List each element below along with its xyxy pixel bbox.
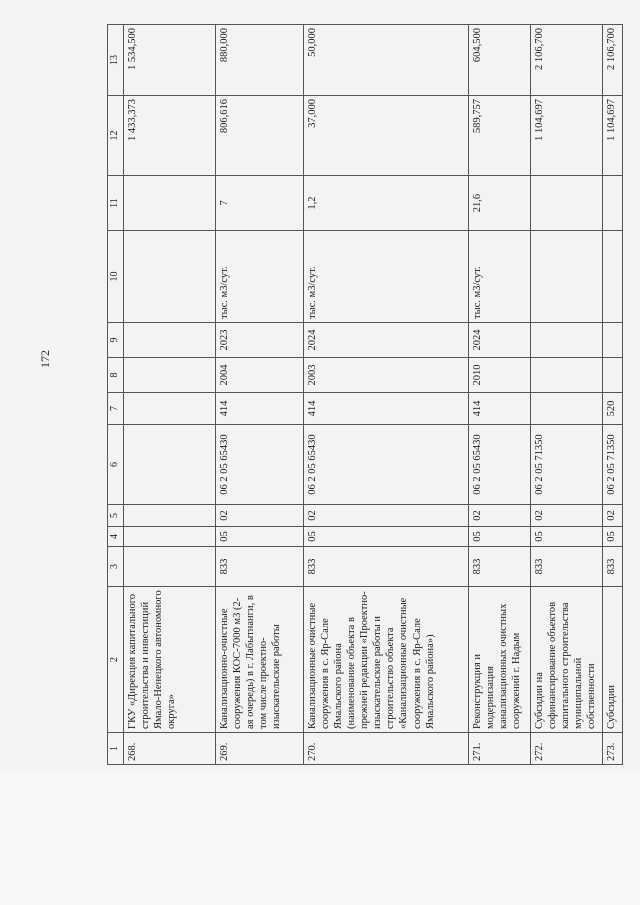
cell-col-10 — [530, 231, 602, 323]
col-header: 9 — [108, 323, 124, 358]
cell-col-11: 7 — [215, 176, 303, 231]
cell-col-12: 1 433,373 — [123, 96, 215, 176]
table-row — [215, 25, 303, 765]
col-header: 8 — [108, 358, 124, 393]
cell-col-5 — [123, 505, 215, 527]
cell-col-8: 2010 — [468, 358, 530, 393]
cell-col-12: 806,616 — [215, 96, 303, 176]
table-row — [530, 25, 602, 765]
cell-col-10: тыс. м3/сут. — [468, 231, 530, 323]
cell-col-4: 05 — [530, 527, 602, 547]
cell-col-11 — [602, 176, 622, 231]
cell-col-11: 1,2 — [303, 176, 468, 231]
cell-col-7 — [530, 393, 602, 425]
cell-col-13: 880,000 — [215, 25, 303, 96]
col-header: 2 — [108, 587, 124, 733]
col-header: 6 — [108, 425, 124, 505]
cell-col-6: 06 2 05 71350 — [602, 425, 622, 505]
cell-col-4: 05 — [468, 527, 530, 547]
cell-col-9: 2024 — [303, 323, 468, 358]
cell-col-12: 1 104,697 — [602, 96, 622, 176]
cell-col-4: 05 — [215, 527, 303, 547]
cell-col-10: тыс. м3/сут. — [215, 231, 303, 323]
col-header: 1 — [108, 733, 124, 765]
cell-col-2: Субсидии на софинансирование объектов капитального строительства муниципальной собственности — [530, 587, 602, 733]
cell-col-5: 02 — [530, 505, 602, 527]
cell-col-6: 06 2 05 65430 — [303, 425, 468, 505]
cell-col-13: 1 534,500 — [123, 25, 215, 96]
cell-col-2: Канализационные очистные сооружения в с. Яр-Сале Ямальского района (наименование объекта в прежней редакции «Проектно-изыскательские работы и строительство объекта «Канализационные очистные сооружения в с. Яр-Сале Ямальского района») — [303, 587, 468, 733]
cell-col-5: 02 — [602, 505, 622, 527]
cell-col-9: 2023 — [215, 323, 303, 358]
cell-col-4: 05 — [303, 527, 468, 547]
cell-col-12: 37,000 — [303, 96, 468, 176]
cell-col-4 — [123, 527, 215, 547]
cell-col-7 — [123, 393, 215, 425]
cell-col-1: 268. — [123, 733, 215, 765]
col-header: 4 — [108, 527, 124, 547]
cell-col-5: 02 — [468, 505, 530, 527]
page-number: 172 — [38, 350, 52, 368]
cell-col-8 — [530, 358, 602, 393]
cell-col-13: 2 106,700 — [530, 25, 602, 96]
cell-col-2: Канализационно-очистные сооружения КОС-7000 м3 (2-ая очередь) в г. Лабытнанги, в том числе проектно-изыскательские работы — [215, 587, 303, 733]
cell-col-2: Реконструкция и модернизация канализационных очистных сооружений г. Надым — [468, 587, 530, 733]
cell-col-7: 414 — [303, 393, 468, 425]
cell-col-10 — [602, 231, 622, 323]
cell-col-11: 21,6 — [468, 176, 530, 231]
cell-col-13: 604,500 — [468, 25, 530, 96]
cell-col-6 — [123, 425, 215, 505]
col-header: 13 — [108, 25, 124, 96]
cell-col-1: 269. — [215, 733, 303, 765]
cell-col-7: 520 — [602, 393, 622, 425]
cell-col-13: 2 106,700 — [602, 25, 622, 96]
cell-col-8 — [123, 358, 215, 393]
cell-col-1: 270. — [303, 733, 468, 765]
cell-col-11 — [530, 176, 602, 231]
rotated-table-wrapper — [107, 25, 632, 765]
table-row — [468, 25, 530, 765]
cell-col-3: 833 — [530, 547, 602, 587]
cell-col-9 — [530, 323, 602, 358]
col-header: 7 — [108, 393, 124, 425]
col-header: 5 — [108, 505, 124, 527]
cell-col-11 — [123, 176, 215, 231]
cell-col-13: 50,000 — [303, 25, 468, 96]
cell-col-9: 2024 — [468, 323, 530, 358]
cell-col-8: 2003 — [303, 358, 468, 393]
cell-col-8 — [602, 358, 622, 393]
col-header: 3 — [108, 547, 124, 587]
cell-col-6: 06 2 05 65430 — [468, 425, 530, 505]
cell-col-1: 272. — [530, 733, 602, 765]
table-row — [602, 25, 622, 765]
cell-col-3: 833 — [303, 547, 468, 587]
cell-col-1: 271. — [468, 733, 530, 765]
cell-col-3: 833 — [602, 547, 622, 587]
cell-col-3: 833 — [215, 547, 303, 587]
cell-col-7: 414 — [468, 393, 530, 425]
cell-col-10 — [123, 231, 215, 323]
cell-col-3 — [123, 547, 215, 587]
col-header: 12 — [108, 96, 124, 176]
cell-col-7: 414 — [215, 393, 303, 425]
cell-col-12: 1 104,697 — [530, 96, 602, 176]
cell-col-4: 05 — [602, 527, 622, 547]
cell-col-12: 589,757 — [468, 96, 530, 176]
table-row — [123, 25, 215, 765]
cell-col-3: 833 — [468, 547, 530, 587]
cell-col-2: Субсидии — [602, 587, 622, 733]
cell-col-5: 02 — [215, 505, 303, 527]
cell-col-10: тыс. м3/сут. — [303, 231, 468, 323]
cell-col-9 — [602, 323, 622, 358]
column-number-row — [108, 25, 124, 765]
cell-col-6: 06 2 05 65430 — [215, 425, 303, 505]
col-header: 10 — [108, 231, 124, 323]
col-header: 11 — [108, 176, 124, 231]
cell-col-5: 02 — [303, 505, 468, 527]
table-row — [303, 25, 468, 765]
budget-table — [107, 24, 623, 765]
cell-col-8: 2004 — [215, 358, 303, 393]
cell-col-1: 273. — [602, 733, 622, 765]
cell-col-2: ГКУ «Дирекция капитального строительства и инвестиций Ямало-Ненецкого автономного округа» — [123, 587, 215, 733]
cell-col-9 — [123, 323, 215, 358]
cell-col-6: 06 2 05 71350 — [530, 425, 602, 505]
